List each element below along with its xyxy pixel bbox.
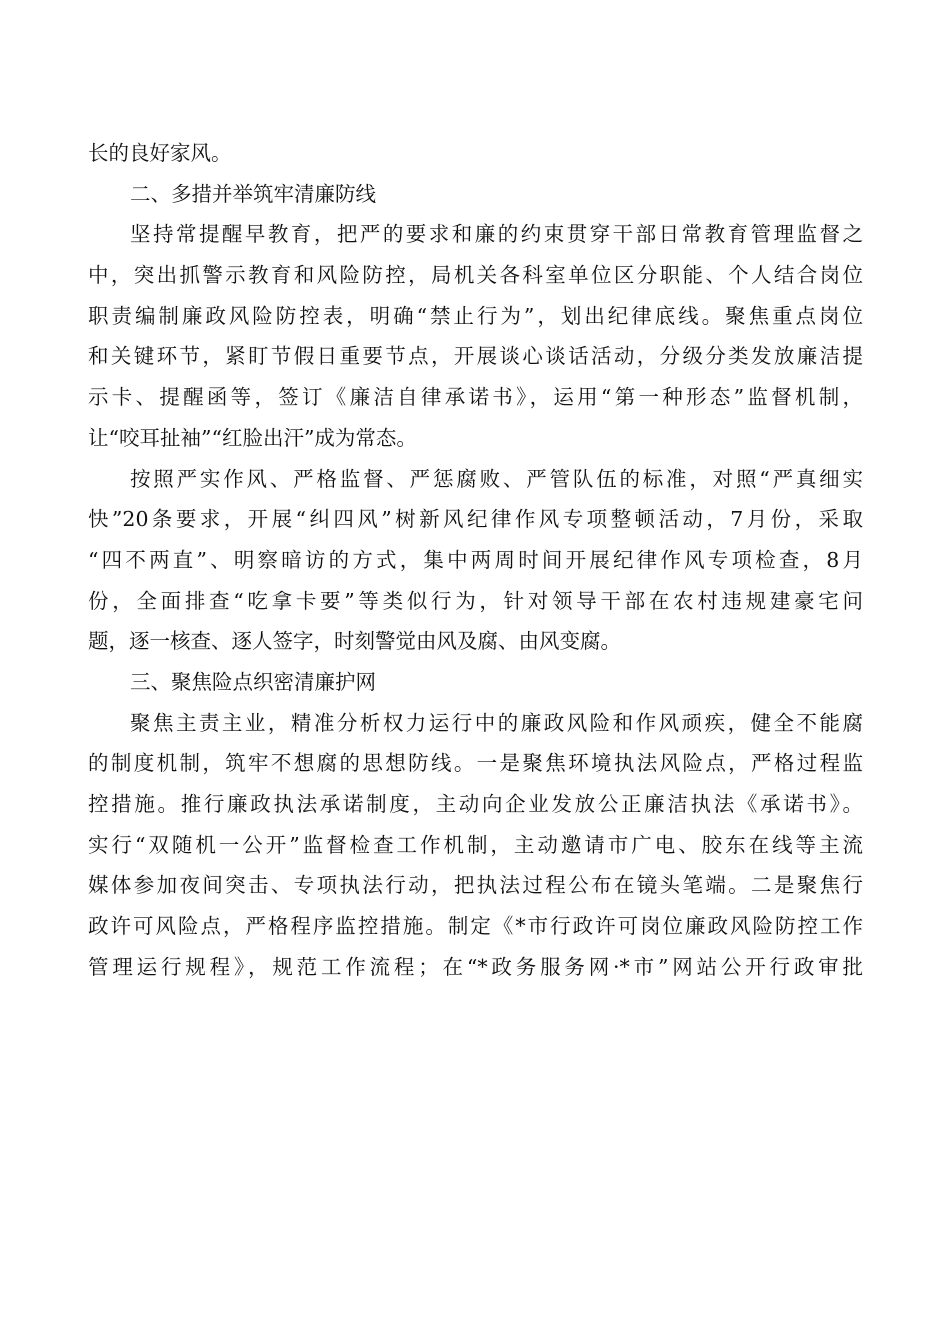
paragraph-line: 媒体参加夜间突击、专项执法行动，把执法过程公布在镜头笔端。二是聚焦行 [88,873,863,898]
paragraph-line: 的制度机制，筑牢不想腐的思想防线。一是聚焦环境执法风险点，严格过程监 [88,751,863,776]
section-heading: 三、聚焦险点织密清廉护网 [130,669,376,694]
paragraph-line: 让“咬耳扯袖”“红脸出汗”成为常态。 [88,425,417,450]
paragraph-line: 管理运行规程》，规范工作流程；在“*政务服务网·*市”网站公开行政审批 [88,954,863,979]
section-heading: 二、多措并举筑牢清廉防线 [130,181,376,206]
paragraph-line: 聚焦主责主业，精准分析权力运行中的廉政风险和作风顽疾，健全不能腐 [130,710,863,735]
paragraph-line: 中，突出抓警示教育和风险防控，局机关各科室单位区分职能、个人结合岗位 [88,263,863,288]
paragraph-line: 职责编制廉政风险防控表，明确“禁止行为”，划出纪律底线。聚焦重点岗位 [88,303,863,328]
document-body [88,133,863,987]
paragraph-line: “四不两直”、明察暗访的方式，集中两周时间开展纪律作风专项检查，8月 [88,547,863,572]
paragraph-line: 按照严实作风、严格监督、严惩腐败、严管队伍的标准，对照“严真细实 [130,466,863,491]
paragraph-line: 题，逐一核查、逐人签字，时刻警觉由风及腐、由风变腐。 [88,629,621,654]
paragraph-line: 长的良好家风。 [88,141,232,165]
paragraph-line: 示卡、提醒函等，签订《廉洁自律承诺书》，运用“第一种形态”监督机制， [88,385,863,410]
paragraph-line: 实行“双随机一公开”监督检查工作机制，主动邀请市广电、胶东在线等主流 [88,832,863,857]
paragraph-line: 和关键环节，紧盯节假日重要节点，开展谈心谈话活动，分级分类发放廉洁提 [88,344,863,369]
paragraph-line: 坚持常提醒早教育，把严的要求和廉的约束贯穿干部日常教育管理监督之 [130,222,863,247]
paragraph-line: 政许可风险点，严格程序监控措施。制定《*市行政许可岗位廉政风险防控工作 [88,914,863,939]
paragraph-line: 份，全面排查“吃拿卡要”等类似行为，针对领导干部在农村违规建豪宅问 [88,588,863,613]
paragraph-line: 控措施。推行廉政执法承诺制度，主动向企业发放公正廉洁执法《承诺书》。 [88,792,863,816]
paragraph-line: 快”20条要求，开展“纠四风”树新风纪律作风专项整顿活动，7月份，采取 [88,507,863,532]
